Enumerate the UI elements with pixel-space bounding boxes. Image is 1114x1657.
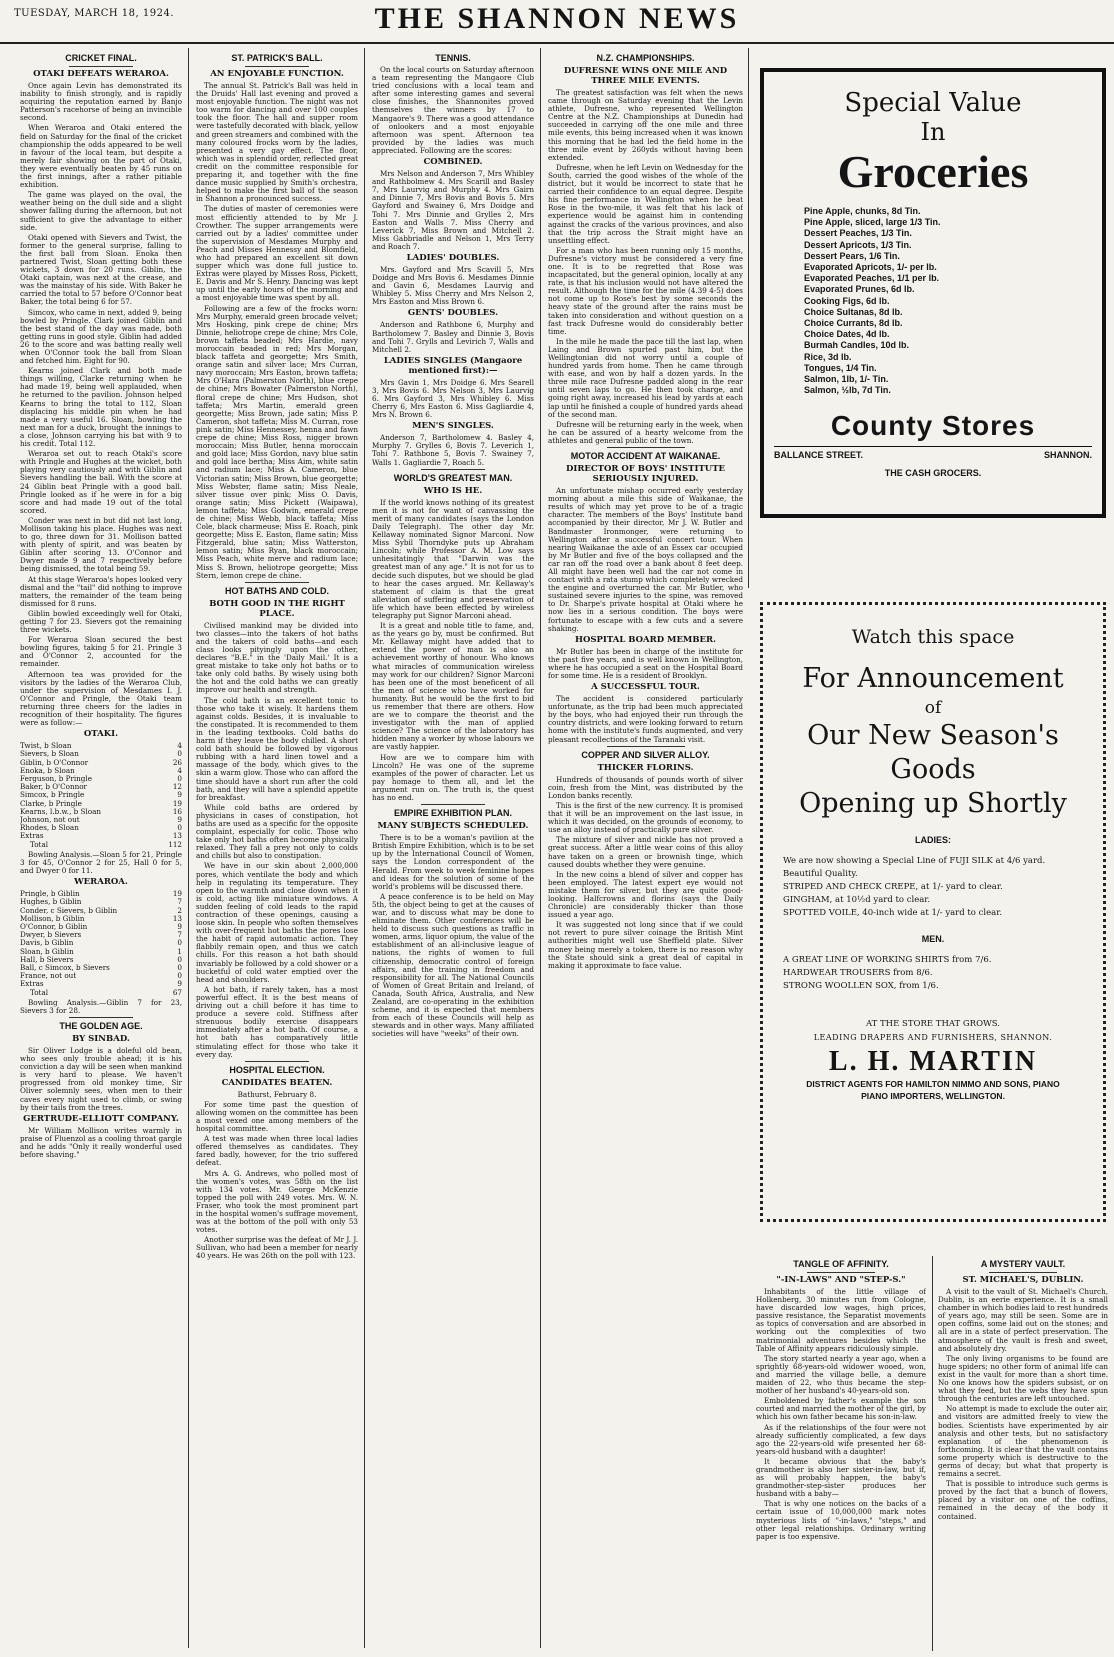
batsman-runs: 0: [177, 971, 182, 981]
tangle-paragraph: The story started nearly a year ago, when a sprightly 68-years-old widower wooed, won, and married the village belle, a demure maiden of 22, who thus became the step-mother of her husband's 40-years-old son.: [756, 1353, 926, 1396]
tangle-paragraph: Inhabitants of the little village of Holkenberg, 30 minutes run from Cologne, have discarded low wages, high prices, passive resistance, the Separatist movements as topics of conversation and are absorbed in working out the complexities of two matrimonial adventures besides which the Table of Affinity appears ridiculously simple.: [756, 1287, 926, 1353]
divider: [245, 582, 310, 583]
nzchamps-paragraph: For a man who has been running only 15 months, Dufresne's victory must be considered a very fine one. It is to be regretted that Rose was incapacitated, but the general opinion, locally at any rate, is that his inclusion would not have altered the result. Although the time for the mile (4.39 4-5) does not come up to Rose's best by some seconds the heavy state of the ground after the rains must be taken into consideration and without question on a fast track Dufresne would do considerably better time.: [548, 245, 743, 336]
motor-subhead-2: HOSPITAL BOARD MEMBER.: [574, 634, 717, 645]
column-rule: [748, 48, 749, 588]
nzchamps-subheadline: DUFRESNE WINS ONE MILE AND THREE MILE EVENTS.: [563, 66, 728, 86]
batsman-runs: 12: [172, 782, 182, 792]
copper-paragraph: This is the first of the new currency. It is promised that it will be an improvement on the last issue, in which it was decided, on the grounds of economy, to use an alloy instead of practically pure silver.: [548, 800, 743, 835]
column-4: [548, 50, 743, 1650]
men-offer: HARDWEAR TROUSERS from 8/6.: [783, 968, 933, 978]
ad-opening: Opening up Shortly: [799, 788, 1067, 819]
grocery-item: Evaporated Prunes, 6d lb.: [804, 284, 915, 295]
motor-paragraph: An unfortunate mishap occurred early yesterday morning about a mile this side of Waikanae, the results of which may yet prove to be of a tragic character. The members of the Boys' Institute band accompanied by their director, Mr J. W. Butler and Bandmaster Ironmonger, were returning to Wellington after a successful concert tour. When nearing Waikanae the axle of an Essex car occupied by Mr Butler and five of the boys collapsed and the car ran off the road over a bank about 8 feet deep. All might have been well had the car not come in contact with a rata stump which completely wrecked the engine and overturned the car. Mr Butler, who sustained severe injuries to the spine, was removed to Dr. Sharpe's private hospital at Otaki where he now lies in a serious condition. The boys were fortunate to escape with a few cuts and a severe shaking.: [548, 486, 743, 633]
batsman-runs: 13: [172, 913, 182, 923]
batsman-name: Conder, c Sievers, b Giblin: [20, 905, 118, 915]
copper-paragraph: Hundreds of thousands of pounds worth of silver coin, fresh from the Mint, was distributed by the London banks recently.: [548, 774, 743, 800]
motor-paragraph: Mr Butler has been in charge of the institute for the past five years, and is well known in Wellington, where he has occupied a seat on the Hospital Board for some time. He is a resident of Brooklyn.: [548, 646, 743, 680]
stpatricks-paragraph: The duties of master of ceremonies were most efficiently attended to by Mr J. Crowther. The supper arrangements were carried out by a ladies' committee under the supervision of Mesdames Murphy and Peach and Misses Hennessy and Blomfield, who had prepared an excellent sit down supper which was done full justice to. Extras were played by Misses Ross, Pickett, E. Davis and Mr S. Henry. Dancing was kept up until the early hours of the morning and a most enjoyable time was spent by all.: [196, 204, 358, 303]
hospital-paragraph: For some time past the question of allowing women on the committee has been a most vexed one among members of the hospital committee.: [196, 1099, 358, 1134]
column-rule: [188, 48, 189, 1648]
hospital-dateline: Bathurst, February 8.: [237, 1089, 317, 1099]
scorecard-row: [20, 972, 182, 980]
batsman-runs: 13: [172, 831, 182, 841]
ad-groceries: Groceries: [837, 146, 1029, 197]
weraroa-scorecard: [20, 890, 182, 997]
batsman-runs: 26: [172, 757, 182, 767]
golden-age-headline: THE GOLDEN AGE.: [59, 1020, 143, 1031]
hotbaths-subheadline: BOTH GOOD IN THE RIGHT PLACE.: [209, 598, 345, 619]
batsman-name: Sloan, b Giblin: [20, 946, 74, 956]
column-3: [372, 50, 534, 1650]
grocery-item: Choice Sultanas, 8d lb.: [804, 306, 903, 317]
ad-special-value: Special Value: [844, 88, 1022, 118]
divider: [421, 804, 486, 805]
empire-subheadline: MANY SUBJECTS SCHEDULED.: [377, 821, 529, 832]
column-1: [20, 50, 182, 1650]
otaki-bowling: Bowling Analysis.—Sloan 5 for 21, Pringle 3 for 45, O'Connor 2 for 25, Hall 0 for 5, and Dwyer 0 for 11.: [20, 849, 182, 876]
cricket-paragraph: For Weraroa Sloan secured the best bowling figures, taking 5 for 21. Pringle 3 and O'Connor 2, accounted for the remainder.: [20, 635, 182, 669]
hospital-paragraph: Mrs A. G. Andrews, who polled most of the women's votes, was 58th on the list with 134 votes. Mr. George McKenzie topped the poll with 249 votes. Mrs. W. N. Fraser, who took the most prominent part in the hospital women's suffrage movement, was at the bottom of the poll with only 53 votes.: [196, 1168, 358, 1235]
grocery-item: Dessert Apricots, 1/3 Tin.: [804, 239, 912, 250]
batsman-name: Hall, b Sievers: [20, 954, 74, 964]
grocery-item: Salmon, ½lb, 7d Tin.: [804, 385, 891, 396]
copper-subheadline: THICKER FLORINS.: [597, 762, 694, 773]
batsman-runs: 4: [177, 741, 182, 751]
batsman-runs: 7: [177, 897, 182, 907]
weraroa-bowling: Bowling Analysis.—Giblin 7 for 23, Sievers 3 for 28.: [20, 997, 182, 1015]
men-heading: MEN.: [921, 934, 945, 944]
tennis-headline: TENNIS.: [435, 53, 471, 63]
ladies-offer: SPOTTED VOILE, 40-inch wide at 1/- yard to clear.: [783, 908, 1003, 918]
store-description: LEADING DRAPERS AND FURNISHERS, SHANNON.: [813, 1033, 1053, 1042]
hotbaths-paragraph: Civilised mankind may be divided into two classes—into the takers of hot baths and the takers of cold baths—and each class looks pityingly upon the other, declares "B.E." in the 'Daily Mail.' It is a great mistake to take only hot baths or to take only cold baths. By wisely using both the hot and the cold baths we can greatly improve our health and strength.: [196, 620, 358, 695]
copper-headline: COPPER AND SILVER ALLOY.: [581, 749, 710, 760]
tennis-results: Mrs Gavin 1, Mrs Doidge 6. Mrs Searell 3, Mrs Bovis 6. Mrs Nelson 3, Mrs Laurvig 6. Mrs Gayford 3, Mrs Whibley 6. Miss Cherry 6, Mrs Easton 6. Miss Gagliardie 4, Mrs N. Brown 6.: [372, 377, 534, 420]
batsman-runs: 7: [177, 930, 182, 940]
batsman-name: Pringle, b Giblin: [20, 889, 80, 899]
grocery-item: Evaporated Apricots, 1/- per lb.: [804, 262, 937, 273]
store-address: [774, 446, 1092, 460]
grocery-price-list: [804, 206, 1092, 396]
batsman-name: Extras: [20, 979, 44, 989]
greatestman-paragraph: How are we to compare him with Lincoln? He was one of the supreme examples of the power of character. Let us pay homage to them all, and let the argument run on. The truth is, the quest has no end.: [372, 752, 534, 803]
column-2: [196, 50, 358, 1650]
tennis-gents-doubles-heading: GENTS' DOUBLES.: [407, 308, 499, 319]
batsman-runs: 4: [177, 765, 182, 775]
tangle-paragraph: That is why one notices on the backs of a certain issue of 10,000,000 mark notes mysterious lists of "-in-laws," "steps," and other legal relationships. Ordinary writing paper is too expensive.: [756, 1499, 926, 1541]
grocery-item: Evaporated Peaches, 1/1 per lb.: [804, 273, 940, 284]
store-town: SHANNON.: [1043, 450, 1092, 461]
divider: [807, 1272, 875, 1273]
tangle-headline: TANGLE OF AFFINITY.: [793, 1259, 889, 1269]
column-rule: [364, 48, 365, 1648]
divider: [421, 469, 486, 470]
golden-age-paragraph: Mr William Mollison writes warmly in praise of Fluenzol as a cooling throat gargle and he adds "Only it really wonderful used before shaving.": [20, 1125, 182, 1159]
batsman-name: Twist, b Sloan: [20, 741, 72, 751]
golden-age-paragraph: Sir Oliver Lodge is a doleful old bean, who sees only trouble ahead; it is his conviction a day will be seen when mankind is very hard to please. We haven't progressed from old monkey time, Sir Oliver solemnly sees, when men to their caves every night used to climb, or swing by their tails from the trees.: [20, 1045, 182, 1112]
empire-paragraph: There is to be a woman's pavilion at the British Empire Exhibition, which is to be set up by the International Council of Women, says the London correspondent of the Herald. From week to week feminine hopes and ideas for the solution of some of the world's problems will be discussed there.: [372, 833, 534, 891]
men-offer: STRONG WOOLLEN SOX, from 1/6.: [783, 981, 939, 991]
batsman-name: Enoka, b Sloan: [20, 765, 75, 775]
ladies-offer: STRIPED AND CHECK CREPE, at 1/- yard to clear.: [783, 882, 1003, 892]
batsman-name: Ball, c Simcox, b Sievers: [20, 962, 110, 972]
county-stores-advertisement: [760, 68, 1106, 518]
ad-in: In: [920, 118, 946, 146]
divider: [607, 447, 685, 448]
store-slogan: AT THE STORE THAT GROWS.: [865, 1019, 1001, 1029]
cricket-paragraph: The game was played on the oval, the weather being on the dull side and a slight shower falling during the afternoon, but not sufficient to give the advantage to either side.: [20, 190, 182, 232]
cricket-subheadline: OTAKI DEFEATS WERAROA.: [33, 69, 169, 79]
hotbaths-paragraph: A hot bath, if rarely taken, has a most powerful effect. It is the best means of driving out a chill before it has time to produce a severe cold. Stiffness after strenuous bodily exercise disappears immediately after a hot bath. Of course, a hot bath has comparatively little stimulating effect for those who take it every day.: [196, 984, 358, 1059]
tangle-paragraph: It became obvious that the baby's grandmother is also her sister-in-law, but if, as will probably happen, the baby's grandmother-step-sister produces her husband with a baby—: [756, 1456, 926, 1499]
divider: [245, 66, 310, 67]
ad-of: of: [924, 698, 942, 718]
motor-paragraph: The accident is considered particularly unfortunate, as the trip had been much appreciated by the boys, who had enjoyed their run through the country districts, and were looking forward to return home with the institute's funds augmented, and very pleasant recollections of the Taranaki visit.: [548, 694, 743, 744]
grocery-item: Tongues, 1/4 Tin.: [804, 362, 877, 373]
batsman-runs: 9: [177, 979, 182, 989]
mystery-paragraph: That is possible to introduce such germs is proved by the fact that a bunch of flowers, placed by a visitor on one of the coffins, remained in the decay of the body it contained.: [938, 1479, 1108, 1521]
batsman-runs: 0: [177, 749, 182, 759]
batsman-runs: 16: [172, 806, 182, 816]
batsman-runs: 0: [177, 774, 182, 784]
ladies-offer: GINGHAM, at 10½d yard to clear.: [783, 895, 931, 905]
batsman-name: Extras: [20, 831, 44, 841]
hotbaths-paragraph: We have in our skin about 2,000,000 pores, which ventilate the body and which help in regulating its temperature. They open to the warmth and close down when it is cold, acting like miniature windows. A sudden feeling of cold leads to the rapid contraction of these openings, causing a loose skin. In people who soften themselves with over-frequent hot baths the pores lose the habit of rapid automatic action. They flabbily remain open, and thus we catch chills. For this reason a hot bath should invariably be followed by a cold shower or a bucketful of cold water emptied over the head and shoulders.: [196, 861, 358, 984]
copper-paragraph: It was suggested not long since that if we could not revert to pure silver coinage the British Mint authorities might well use Sheffield plate. Silver money being merely a token, there is no reason why the State should sink a great deal of capital in making it approximate to face value.: [548, 920, 743, 970]
grocery-item: Choice Currants, 8d lb.: [804, 318, 903, 329]
batsman-runs: 9: [177, 790, 182, 800]
copper-paragraph: The mixture of silver and nickle has not proved a great success. After a little wear coins of this alloy have taken on a green or brownish tinge, which caused doubts whether they were genuine.: [548, 835, 743, 869]
gertrude-heading: GERTRUDE-ELLIOTT COMPANY.: [23, 1113, 179, 1124]
cricket-paragraph: Giblin bowled exceedingly well for Otaki, getting 7 for 23. Sievers got the remaining three wickets.: [20, 608, 182, 635]
tennis-results: Anderson and Rathbone 6, Murphy and Bartholomew 7. Basley and Dinnie 3, Bovis and Tohi 7. Grylls and Levirich 7, Walls and Mitchell 2.: [372, 320, 534, 354]
batsman-runs: 19: [172, 889, 182, 899]
tennis-paragraph: On the local courts on Saturday afternoon a team representing the Mangaore Club tried conclusions with a local team and after some interesting games and several close finishes, the Shannonites proved themselves the winners by 17 to Mangaore's 9. There was a good attendance of onlookers and a most enjoyable afternoon was spent. Afternoon tea provided by the ladies was much appreciated. Following are the scores:: [372, 65, 534, 155]
hotbaths-headline: HOT BATHS AND COLD.: [225, 585, 329, 596]
batsman-runs: 2: [177, 905, 182, 915]
ad-watch-this-space: Watch this space: [851, 626, 1015, 648]
stpatricks-subheadline: AN ENJOYABLE FUNCTION.: [210, 69, 344, 79]
batsman-name: Dwyer, b Sievers: [20, 930, 82, 940]
batsman-runs: 19: [172, 798, 182, 808]
grocery-item: Rice, 3d lb.: [804, 351, 852, 362]
batsman-name: Johnson, not out: [20, 815, 80, 825]
cricket-paragraph: Conder was next in but did not last long, Mollison taking his place. Hughes was next to go, three down for 31. Mollison batted with plenty of spirit, and was beaten by Giblin after scoring 13. O'Connor and Dwyer made 9 and 7 respectively before being dismissed, the total being 59.: [20, 515, 182, 574]
store-tagline: THE CASH GROCERS.: [884, 468, 982, 479]
masthead: [0, 0, 1114, 44]
ladies-offer-list: [773, 855, 1093, 920]
batsman-runs: 1: [177, 946, 182, 956]
hospital-paragraph: A test was made when three local ladies offered themselves as candidates. They fared badly, however, for the trio suffered defeat.: [196, 1134, 358, 1168]
cricket-paragraph: Weraroa set out to reach Otaki's score with Pringle and Hughes at the wicket, both playing very cautiously and with Giblin and Sievers handling the ball. With the score at 24 Giblin beat Pringle with a good ball. Pringle looked as if he were in for a big score and had made 19 out of the total scored.: [20, 449, 182, 515]
grocery-item: Pine Apple, chunks, 8d Tin.: [804, 206, 921, 216]
grocery-item: Salmon, 1lb, 1/- Tin.: [804, 374, 889, 385]
martin-advertisement: [760, 602, 1106, 1222]
ad-for-announcement: For Announcement: [802, 663, 1064, 694]
batsman-name: France, not out: [20, 971, 77, 981]
tangle-subheadline: "-IN-LAWS" AND "STEP-S.": [776, 1275, 906, 1285]
column-rule: [932, 1256, 933, 1651]
batsman-name: Kearns, l.b.w., b Sloan: [20, 806, 102, 816]
stpatricks-paragraph: Following are a few of the frocks worn: Mrs Murphy, emerald green brocade velvet; Mrs Hosking, pink crepe de chine; Mrs Dinnie, heliotrope crepe de chine; Mrs Cole, brown taffeta beaded; Mrs Hardie, navy moroccain beaded in red; Mrs Morgan, black taffeta and georgette; Mrs Smith, orange satin and silver lace; Mrs Curran, navy moroccain; Mrs Easton, brown taffeta; Mrs O'Hara (Palmerston North), blue crepe de chine; Mrs Bowater (Palmerston North), floral crepe de chine; Mrs Hudson, shot taffeta; Mrs Martin, emerald green georgette; Miss Brown, jade satin; Miss P. Cameron, shot taffeta; Miss M. Curran, rose pink satin; Miss Hennessey, henna and fawn crepe de chine; Miss Ross, nigger brown moroccain; Miss Butler, henna moroccain and gold lace; Miss Gordon, navy blue satin and gold lace bertha; Miss Aim, white satin and radium lace; Miss A. Cameron, blue Victorian satin; Miss Brown, blue georgette; Miss Webster, flame satin; Miss Neale, silver tissue over pink; Miss O. Davis, orange satin; Miss Pickett (Waipawa), lemon taffeta; Miss Godwin, emerald crepe de chine; Miss Webb, black taffeta; Miss Cole, black charmeuse; Miss E. Roach, pink georgette; Miss E. Easton, flame satin; Miss Fitzgerald, blue satin; Miss Watterston, lemon satin; Miss Ryan, black moroccain; Miss Peach, white merve and radium lace; Miss S. Brown, heliotrope georgette; Miss Stern, lemon crepe de chine.: [196, 303, 358, 580]
batsman-runs: 0: [177, 823, 182, 833]
divider: [245, 1061, 310, 1062]
scorecard-row: [20, 824, 182, 832]
grocery-item: Dessert Pears, 1/6 Tin.: [804, 250, 900, 261]
store-name: County Stores: [830, 410, 1036, 442]
grocery-item: Pine Apple, sliced, large 1/3 Tin.: [804, 217, 941, 228]
batsman-runs: 0: [177, 954, 182, 964]
importers-line: PIANO IMPORTERS, WELLINGTON.: [861, 1091, 1005, 1101]
hospital-headline: HOSPITAL ELECTION.: [229, 1064, 325, 1075]
batsman-name: Mollison, b Giblin: [20, 913, 85, 923]
empire-headline: EMPIRE EXHIBITION PLAN.: [393, 808, 512, 819]
tangle-paragraph: As if the relationships of the four were not already sufficiently complicated, a few days ago the 22-years-old wife presented her 68-years-old husband with a daughter!: [756, 1422, 926, 1456]
cricket-paragraph: At this stage Weraroa's hopes looked very dismal and the "tail" did nothing to improve matters, the remainder of the team being dismissed for 8 runs.: [20, 574, 182, 608]
mystery-paragraph: The only living organisms to be found are huge spiders; no other form of animal life can exist in the vault for more than a short time. No one knows how the spiders subsist, or on what they feed, but the webs they have spun through the centuries are left untouched.: [938, 1353, 1108, 1404]
nzchamps-paragraph: Dufresne will be returning early in the week, when he can be assured of a hearty welcome from the athletes and general public of the town.: [548, 419, 743, 445]
grocery-item: Choice Dates, 4d lb.: [804, 329, 890, 340]
batsman-name: Giblin, b O'Connor: [20, 757, 89, 767]
nzchamps-headline: N.Z. CHAMPIONSHIPS.: [596, 53, 695, 63]
cricket-paragraph: When Weraroa and Otaki entered the field on Saturday for the final of the cricket championship the odds appeared to be well in favour of the local team, but despite a merely fair showing on the part of Otaki, they were eventually beaten by 45 runs on the first innings, after a rather pitiable exhibition.: [20, 123, 182, 190]
greatestman-paragraph: It is a great and noble title to fame, and, as the years go by, must be confirmed. But Mr. Kellaway might have added that to extend the power of man is also an achievement worthy of honour. Who knows what miracles of communication wireless may work for our children? Signor Marconi has been one of the most beneficent of all the men of science who have worked for humanity. But he would be the first to bid us remember that there are others. How are we to compare the theorist and the investigator with the man of applied science? The science of the laboratory has hidden many a worker by whose labours we are vastly happier.: [372, 621, 534, 752]
divider: [989, 1272, 1057, 1273]
tennis-results: Anderson 7, Bartholomew 4. Basley 4, Murphy 7. Grylles 6, Bovis 7. Leverich 1, Tohi 7. Rathbone 5, Bovis 7. Swainey 7, Walls 1. Gagliardie 7, Roach 5.: [372, 433, 534, 467]
mystery-paragraph: No attempt is made to exclude the outer air, and visitors are admitted freely to view the bodies. Scientists have experimented by air analysis and other tests, but no satisfactory explanation of the phenomenon is forthcoming. It is clear that the vault contains some property which is destructive to the germs of decay; but what that property is remains a secret.: [938, 1404, 1108, 1479]
greatestman-paragraph: If the world knows nothing of its greatest men it is not for want of canvassing the merit of many candidates (says the London Daily Telegraph). The other day Mr. Kellaway nominated Signor Marconi. Now Miss Sybil Thorndyke puts up Abraham Lincoln; while Professor A. M. Low says unhesitatingly that "Darwin was the greatest man of any age." It is not for us to decide such disputes, but we should be glad to hear the cases argued. Mr. Kellaway's statement of claim is that the great alleviation of suffering and preservation of life which have been effected by wireless telegraphy put Signor Marconi ahead.: [372, 497, 534, 620]
hospital-subheadline: CANDIDATES BEATEN.: [221, 1077, 333, 1088]
motor-subhead-3: A SUCCESSFUL TOUR.: [591, 682, 700, 693]
cricket-paragraph: Kearns joined Clark and both made things willing, Clarke returning when he had made 19, being well applauded, when he returned to the pavilion. Johnson helped Kearns to bring the total to 112, Sloan displacing his middle pin when he had made a very useful 16. Sloan, bowling the next man for a duck, brought the innings to a close, Johnson carrying his bat with 9 to his credit. Total 112.: [20, 366, 182, 449]
batsman-runs: 9: [177, 815, 182, 825]
weraroa-total-row: Total 67: [30, 987, 182, 997]
nzchamps-paragraph: Dufresne, when he left Levin on Wednesday for the South, carried the good wishes of the whole of the district, but it would be incorrect to state that he carried their confidence to an equal degree. Despite his fine performance in Wellington when he beat Rose in the two-mile, it was felt that his lack of experience would be against him in contending against the cracks of the various provinces, and also that the trip across the Strait might have an unsettling effect.: [548, 162, 743, 245]
ladies-heading: LADIES:: [915, 835, 951, 845]
agents-line: DISTRICT AGENTS FOR HAMILTON NIMMO AND SONS, PIANO: [806, 1079, 1060, 1089]
batsman-name: Clarke, b Pringle: [20, 798, 82, 808]
merchant-name: L. H. MARTIN: [828, 1046, 1038, 1077]
otaki-total-row: Total 112: [30, 839, 182, 849]
tennis-combined-heading: COMBINED.: [423, 157, 483, 168]
nzchamps-paragraph: The greatest satisfaction was felt when the news came through on Saturday evening that the Levin athlete, Dufresne, who represented Wellington Centre at the N.Z. Championships at Dunedin had succeeded in carrying off the one mile and three mile events, this being increased when it was known this morning that he had led the field home in the three mile event by 260yds without having been extended.: [548, 88, 743, 162]
batsman-name: Ferguson, b Pringle: [20, 774, 92, 784]
ladies-offer: We are now showing a Special Line of FUJI SILK at 4/6 yard. Beautiful Quality.: [783, 856, 1046, 879]
column-rule: [540, 48, 541, 1648]
mystery-subheadline: ST. MICHAEL'S, DUBLIN.: [962, 1275, 1084, 1285]
newspaper-title: THE SHANNON NEWS: [374, 2, 740, 35]
motor-headline: MOTOR ACCIDENT AT WAIKANAE.: [570, 451, 721, 462]
batsman-name: Rhodes, b Sloan: [20, 823, 79, 833]
batsman-runs: 0: [177, 962, 182, 972]
batsman-name: Davis, b Giblin: [20, 938, 74, 948]
cricket-paragraph: Once again Levin has demonstrated its inability to finish strongly, and is rapidly acquiring the reputation earned by Banjo Patterson's racehorse of being an invincible second.: [20, 81, 182, 123]
column-6: [938, 1256, 1108, 1651]
batsman-name: O'Connor, b Giblin: [20, 921, 88, 931]
tennis-results: Mrs Nelson and Anderson 7, Mrs Whibley and Rathbolmew 4. Mrs Scarill and Basley 7, Mrs Laurvig and Murphy 4. Mrs Gairn and Dinnie 7, Mrs Bovis and Bovis 5. Mrs Gayford and Swainey 6, Mrs Doidge and Tohi 7. Mrs Dinnie and Grylles 2, Mrs Easton and Walls 7. Miss Cherry and Leverick 7, Miss Brown and Mitchell 2. Miss Gabbriadle and Nelson 1, Mrs Terry and Roach 7.: [372, 169, 534, 251]
divider: [69, 66, 134, 67]
hotbaths-paragraph: While cold baths are ordered by physicians in cases of constipation, hot baths are used as a specific for the opposite complaint, especially for colic. Those who take only hot baths often become physically relaxed. They fall a prey not only to colds and chills but also to constipation.: [196, 802, 358, 861]
batsman-name: Sievers, b Sloan: [20, 749, 79, 759]
greatestman-subheadline: WHO IS HE.: [423, 485, 483, 496]
divider: [607, 746, 685, 747]
hospital-paragraph: Another surprise was the defeat of Mr J. J. Sullivan, who had been a member for nearly 40 years. He was 26th on the poll with 123.: [196, 1235, 358, 1261]
tennis-ladies-doubles-heading: LADIES' DOUBLES.: [406, 252, 500, 263]
hotbaths-paragraph: The cold bath is an excellent tonic to those who take it wisely. It hardens them against colds. Besides, it is invaluable to the constipated. It is recommended to them in the leading textbooks. Cold baths do harm if they leave the body chilled. A short cold bath should be followed by vigorous rubbing with a hard linen towel and a massage of the body, which gives to the skin a warm glow. Those who can afford the time should have a short run after the cold bath, and they will have a splendid appetite for breakfast.: [196, 695, 358, 802]
grocery-item: Dessert Peaches, 1/3 Tin.: [804, 228, 912, 239]
cricket-paragraph: Afternoon tea was provided for the visitors by the ladies of the Weraroa Club, under the supervision of Mesdames I. J. O'Connor and Pringle, the Otaki team returning three cheers for the ladies in recognition of their hospitality. The figures were as follow:—: [20, 669, 182, 728]
issue-date: TUESDAY, MARCH 18, 1924.: [14, 8, 175, 19]
mystery-headline: A MYSTERY VAULT.: [980, 1259, 1066, 1269]
stpatricks-headline: ST. PATRICK'S BALL.: [231, 53, 323, 63]
men-offer-list: [773, 954, 1093, 993]
tennis-mens-singles-heading: MEN'S SINGLES.: [412, 421, 494, 432]
batsman-name: Baker, b O'Connor: [20, 782, 87, 792]
divider: [69, 1017, 134, 1018]
weraroa-heading: WERAROA.: [74, 877, 128, 888]
batsman-name: Hughes, b Giblin: [20, 897, 82, 907]
cricket-paragraph: Otaki opened with Sievers and Twist, the former to the general surprise, falling to the first ball from Sloan. Enoka then partnered Twist, Sloan getting both these wickets, 3 down for 20 runs. Giblin, the Otaki captain, was next at the crease, and was the mainstay of his side. With Baker he carried the total to 57 before O'Connor beat Baker, the total being 6 for 57.: [20, 232, 182, 307]
tennis-ladies-singles-heading: LADIES SINGLES (Mangaore mentioned first):—: [383, 355, 523, 376]
cricket-headline: CRICKET FINAL.: [65, 53, 137, 63]
tangle-paragraph: Emboldened by father's example the son courted and married the mother of the girl, by which his own father became his son-in-law.: [756, 1396, 926, 1422]
copper-paragraph: In the new coins a blend of silver and copper has been employed. The latest expert eye would not mistake them for silver, but they are quite good-looking. Halfcrowns and florins (says the Daily Chronicle) are considerably thicker than those issued a year ago.: [548, 869, 743, 920]
tennis-results: Mrs. Gayford and Mrs Scavill 5, Mrs Doidge and Mrs Bovis 6. Mesdames Dinnie and Gavin 6, Mesdames Laurvig and Whibley 5. Miss Cherry and Mrs Nelson 2, Mrs Easton and Miss Brown 6.: [372, 264, 534, 307]
batsman-runs: 0: [177, 938, 182, 948]
motor-subheadline: DIRECTOR OF BOYS' INSTITUTE SERIOUSLY INJURED.: [565, 464, 726, 485]
nzchamps-paragraph: In the mile he made the pace till the last lap, when Laing and Brown spurted past him, but the Wellingtonian did not worry until a couple of hundred yards from home. Then he came through with ease, and won by half a dozen yards. In the three mile race Dufresne padded along in the rear until seven laps to go. He then took charge, and going right away, increased his lead by yards at each lap until he finished a couple of hundred yards ahead of the second man.: [548, 336, 743, 419]
greatestman-headline: WORLD'S GREATEST MAN.: [393, 472, 513, 483]
men-offer: A GREAT LINE OF WORKING SHIRTS from 7/6.: [783, 955, 992, 965]
batsman-runs: 9: [177, 921, 182, 931]
grocery-item: Cooking Figs, 6d lb.: [804, 295, 890, 306]
cricket-paragraph: Simcox, who came in next, added 9, being bowled by Pringle. Clark joined Giblin and the best stand of the day was made, both getting runs in good style. Giblin had added 26 to the score and was batting really well when O'Connor took the ball from Sloan and fetched him. Eight for 90.: [20, 307, 182, 366]
batsman-name: Simcox, b Pringle: [20, 790, 85, 800]
ad-new-season: Our New Season's Goods: [807, 720, 1059, 785]
grocery-item: Burmah Candles, 10d lb.: [804, 340, 910, 351]
stpatricks-paragraph: The annual St. Patrick's Ball was held in the Druids' Hall last evening and proved a most enjoyable function. The night was not too warm for dancing and over 100 couples took the floor. The hall and supper room were tastefully decorated with black, yellow and green streamers and combined with the many coloured frocks worn by the ladies, presented a very gay effect. The floor, which was in splendid order, reflected great credit on the committee responsible for preparing it, and together with the fine dance music supplied by Smith's orchestra, helped to make the first ball of the season in Shannon a pronounced success.: [196, 81, 358, 204]
otaki-heading: OTAKI.: [83, 729, 119, 740]
column-5: [756, 1256, 926, 1651]
empire-paragraph: A peace conference is to be held on May 5th, the object being to get at the causes of war, and to discuss what may be done to eliminate them. Other conferences will be held to discuss such questions as traffic in women, arms, liquor opium, the value of the establishment of an all-inclusive league of nations, the rights of women to full citizenship, democratic control of foreign affairs, and the training in freedom and responsibility for all. The National Councils of Women of Great Britain and Ireland, of Canada, South Africa, Australia, and New Zealand, are co-operating in the exhibition scheme, and it is expected that members from each of these Councils will help as stewards and in other ways. Many affiliated societies will have "weeks" of their own.: [372, 891, 534, 1039]
store-street: BALLANCE STREET.: [774, 450, 864, 461]
mystery-paragraph: A visit to the vault of St. Michael's Church, Dublin, is an eerie experience. It is a small chamber in which bodies laid to rest hundreds of years ago, may still be seen. Some are in open coffins, some laid out on the stones; and all are in a state of perfect preservation. The atmosphere of the vault is fresh and sweet, and absolutely dry.: [938, 1287, 1108, 1353]
otaki-scorecard: [20, 742, 182, 849]
golden-age-byline: BY SINBAD.: [72, 1033, 130, 1044]
